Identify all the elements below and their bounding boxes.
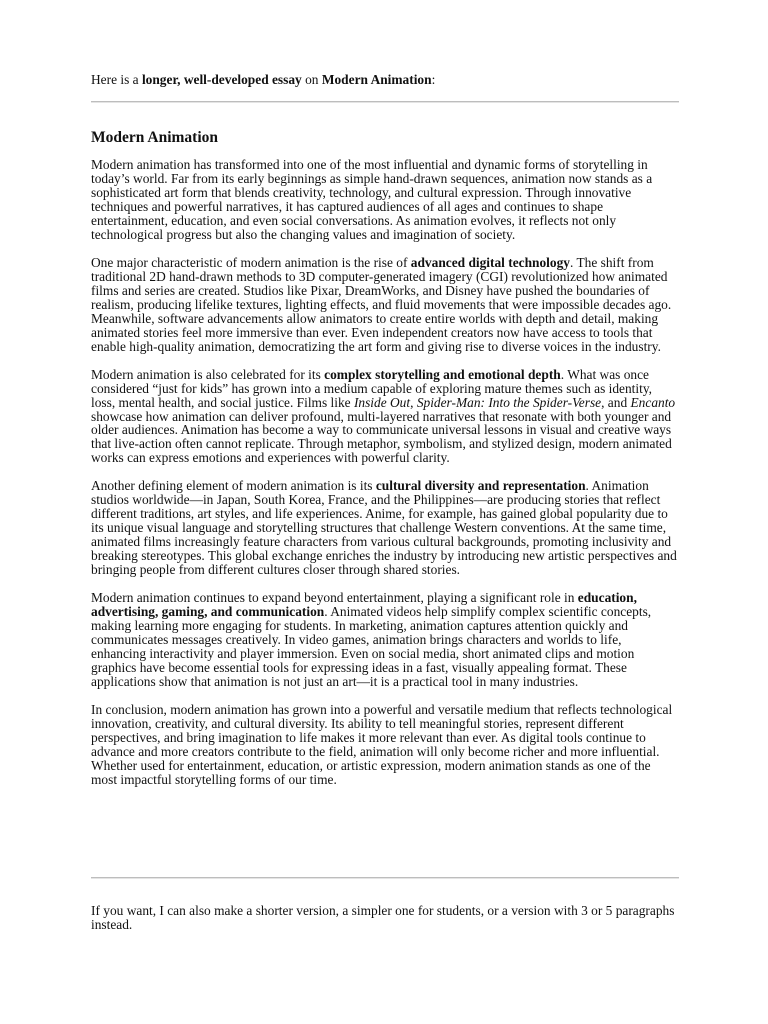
paragraph-technology xyxy=(91,256,679,354)
film-title-encanto: Encanto xyxy=(630,394,676,410)
paragraph-diversity xyxy=(91,479,679,577)
closing-offer: If you want, I can also make a shorter version, a simpler one for students, or a version with 3 or 5 paragraphs instead. xyxy=(91,903,675,932)
p3-text-before: Modern animation is also celebrated for its xyxy=(91,366,325,382)
paragraph-storytelling xyxy=(91,368,679,466)
p5-text-after: . Animated videos help simplify complex scientific concepts, making learning more engaging for students. In marketing, animation captures attention quickly and communicates messages creatively. In video games, animation brings characters and worlds to life, enhancing interactivity and player immersion. Even on social media, short animated clips and motion graphics have become essential tools for expressing ideas in a fast, visually appealing format. These applications show that animation is not just an art—it is a practical tool in many industries. xyxy=(91,604,652,689)
intro-topic: Modern Animation xyxy=(321,72,432,87)
top-divider xyxy=(91,101,679,103)
paragraph-intro: Modern animation has transformed into one of the most influential and dynamic forms of storytelling in today’s world. Far from its early beginnings as simple hand-drawn sequences, animation now stands as a sophisticated art form that blends creativity, technology, and cultural expression. Through innovative techniques and powerful narratives, it has captured audiences of all ages and continues to shape entertainment, education, and even social conversations. As animation evolves, it reflects not only technological progress but also the changing values and imagination of society. xyxy=(91,157,653,242)
paragraph-applications xyxy=(91,591,679,689)
p4-text-before: Another defining element of modern animation is its xyxy=(91,478,376,494)
bottom-divider xyxy=(91,877,679,879)
intro-middle: on xyxy=(301,72,322,87)
p3-text-middle1: . What was once considered “just for kids” has grown into a medium capable of exploring mature themes such as identity, loss, mental health, and social justice. Films like xyxy=(91,366,653,410)
p5-text-before: Modern animation continues to expand beyond entertainment, playing a significant role in xyxy=(91,590,578,606)
p4-text-after: . Animation studios worldwide—in Japan, South Korea, France, and the Philippines—are producing stories that reflect different traditions, art styles, and life experiences. Anime, for example, has gained global popularity due to its unique visual language and storytelling structures that challenge Western conventions. At the same time, animated films increasingly feature characters from various cultural backgrounds, promoting inclusivity and breaking stereotypes. This global exchange enriches the industry by introducing new artistic perspectives and bringing people from different cultures closer through shared stories. xyxy=(91,478,677,578)
p2-text-before: One major characteristic of modern animation is the rise of xyxy=(91,254,411,270)
p3-emphasis: complex storytelling and emotional depth xyxy=(324,366,561,382)
p2-text-after: . The shift from traditional 2D hand-drawn methods to 3D computer-generated imagery (CGI) revolutionized how animated films and series are created. Studios like Pixar, DreamWorks, and Disney have pushed the boundaries of realism, producing lifelike textures, lighting effects, and fluid movements that were impossible decades ago. Meanwhile, software advancements allow animators to create entire worlds with depth and detail, making animated stories feel more immersive than ever. Even independent creators now have access to tools that enable high-quality animation, democratizing the art form and giving rise to diverse voices in the industry. xyxy=(91,254,672,354)
intro-prefix: Here is a xyxy=(91,72,142,87)
p5-emphasis: education, advertising, gaming, and communication xyxy=(91,590,637,620)
p4-emphasis: cultural diversity and representation xyxy=(375,478,586,494)
film-title-inside-out: Inside Out xyxy=(353,394,411,410)
paragraph-conclusion: In conclusion, modern animation has grown into a powerful and versatile medium that reflects technological innovation, creativity, and cultural diversity. Its ability to tell meaningful stories, represent different perspectives, and bring imagination to life makes it more relevant than ever. As digital tools continue to advance and more creators contribute to the field, animation will only become richer and more influential. Whether used for entertainment, education, or artistic expression, modern animation stands as one of the most impactful storytelling forms of our time. xyxy=(91,701,673,787)
essay-body xyxy=(91,158,679,801)
p3-text-after: showcase how animation can deliver profound, multi-layered narratives that resonate with both younger and older audiences. Animation has become a way to communicate universal lessons in visual and creative ways that live-action often cannot replicate. Through metaphor, symbolism, and stylized design, modern animated works can express emotions and experiences with powerful clarity. xyxy=(91,408,672,466)
p2-emphasis: advanced digital technology xyxy=(410,254,570,270)
intro-essay-type: longer, well-developed essay xyxy=(141,72,302,87)
intro-line xyxy=(91,72,679,88)
essay-title: Modern Animation xyxy=(91,129,219,146)
film-title-spider-verse: Spider-Man: Into the Spider-Verse xyxy=(416,394,602,410)
p3-text-middle3: , and xyxy=(601,394,631,410)
intro-suffix: : xyxy=(431,72,436,87)
p3-text-middle2: , xyxy=(410,394,417,410)
